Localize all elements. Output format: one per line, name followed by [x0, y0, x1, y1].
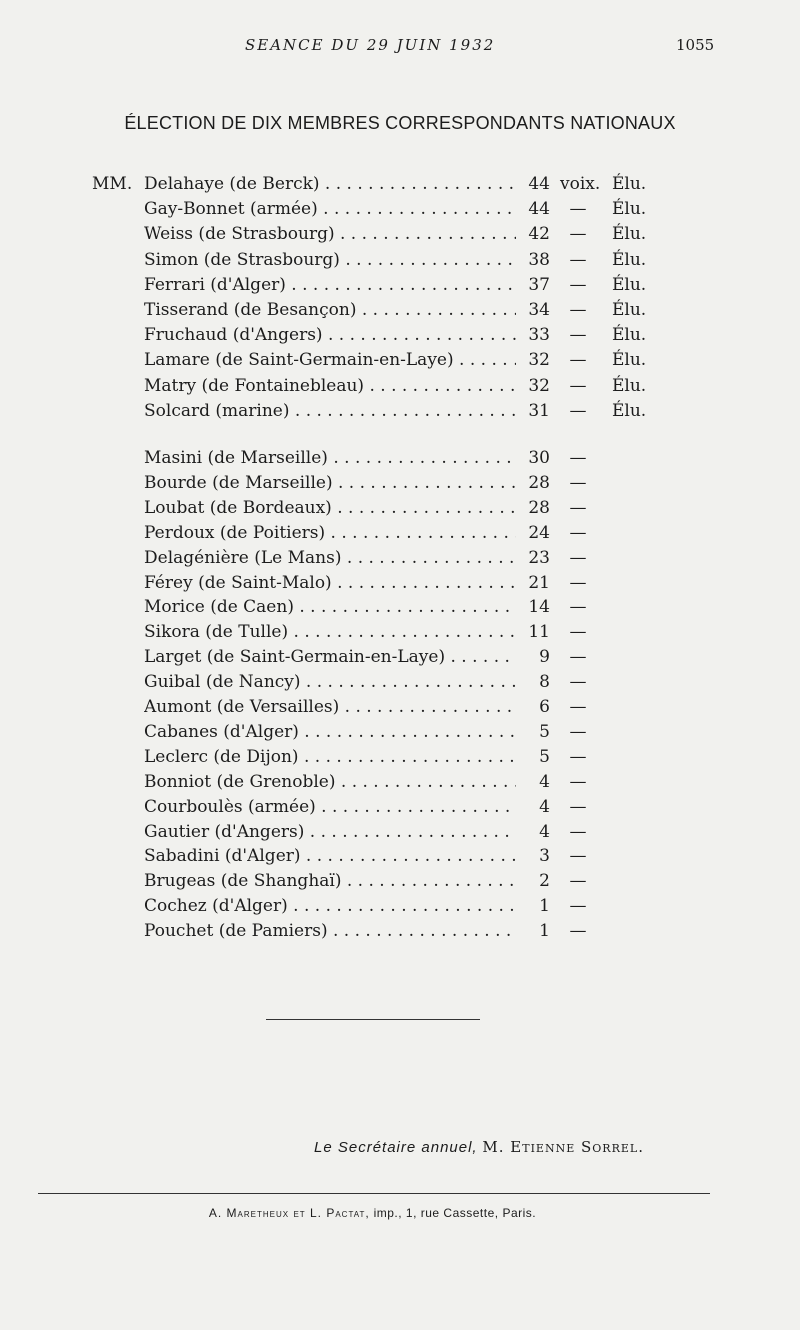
candidate-votes: 6: [539, 697, 550, 717]
candidate-mark: —: [569, 647, 587, 668]
candidate-votes: 11: [528, 622, 550, 643]
running-title: SEANCE DU 29 JUIN 1932: [245, 36, 496, 54]
candidate-mark: —: [569, 300, 587, 320]
candidate-name: Weiss (de Strasbourg) . . .: [144, 224, 516, 244]
candidate-mark: —: [569, 448, 587, 468]
candidate-votes: 4: [539, 771, 550, 792]
candidate-row: [0, 376, 800, 400]
candidate-votes: 30: [528, 448, 550, 468]
candidate-votes: 28: [528, 497, 550, 518]
candidate-row: [0, 275, 800, 299]
candidate-votes: 4: [539, 821, 550, 842]
candidate-mark: —: [569, 622, 587, 643]
candidate-row: [0, 647, 800, 671]
candidate-row: [0, 448, 800, 472]
candidate-row: [0, 300, 800, 324]
candidate-row: [0, 523, 800, 547]
candidate-votes: 44: [528, 174, 550, 194]
candidate-mark: —: [569, 274, 587, 295]
candidate-mark: —: [569, 672, 587, 693]
candidate-votes: 8: [539, 672, 550, 693]
candidate-row: [0, 747, 800, 771]
candidate-name: Perdoux (de Poitiers) . . .: [144, 523, 516, 543]
candidate-name: Tisserand (de Besançon) . . .: [144, 300, 516, 320]
candidate-mark: —: [569, 325, 587, 346]
candidate-row: [0, 573, 800, 597]
candidate-row: [0, 548, 800, 572]
candidate-row: [0, 473, 800, 497]
candidate-name: Cochez (d'Alger) . . .: [144, 896, 516, 916]
candidate-result: Élu.: [612, 174, 647, 194]
candidate-votes: 32: [528, 375, 550, 396]
page-number: 1055: [676, 36, 715, 54]
candidate-row: [0, 822, 800, 846]
candidate-row: [0, 722, 800, 746]
separator-rule: [266, 1019, 480, 1020]
candidate-row: [0, 846, 800, 870]
candidate-name: Larget (de Saint-Germain-en-Laye) . . .: [144, 647, 516, 667]
candidate-mark: —: [569, 921, 587, 942]
candidate-mark: voix.: [560, 174, 601, 194]
candidate-mark: —: [569, 746, 587, 767]
candidate-votes: 31: [528, 400, 550, 421]
candidate-result: Élu.: [612, 249, 647, 270]
candidate-mark: —: [569, 697, 587, 717]
candidate-name: Solcard (marine) . . .: [144, 401, 516, 421]
candidate-row: [0, 350, 800, 374]
candidate-result: Élu.: [612, 350, 647, 371]
candidate-name: Loubat (de Bordeaux) . . .: [144, 498, 516, 518]
candidate-votes: 21: [528, 572, 550, 593]
candidate-votes: 5: [539, 746, 550, 767]
candidate-votes: 34: [528, 300, 550, 320]
candidate-row: [0, 199, 800, 223]
candidate-name: Bourde (de Marseille) . . .: [144, 473, 516, 493]
candidate-votes: 5: [539, 721, 550, 742]
candidate-mark: —: [569, 249, 587, 270]
candidate-name: Sabadini (d'Alger) . . .: [144, 846, 516, 866]
candidate-votes: 33: [528, 325, 550, 346]
candidate-name: Delagénière (Le Mans) . . .: [144, 548, 516, 568]
candidate-row: [0, 401, 800, 425]
candidate-name: Sikora (de Tulle) . . .: [144, 622, 516, 642]
candidate-mark: —: [569, 871, 587, 892]
candidate-name: Ferrari (d'Alger) . . .: [144, 275, 516, 295]
candidate-mark: —: [569, 821, 587, 842]
candidate-result: Élu.: [612, 224, 647, 245]
candidate-mark: —: [569, 572, 587, 593]
candidate-name: Masini (de Marseille) . . .: [144, 448, 516, 468]
candidate-mark: —: [569, 522, 587, 543]
candidate-name: Aumont (de Versailles) . . .: [144, 697, 516, 717]
candidate-name: Lamare (de Saint-Germain-en-Laye) . . .: [144, 350, 516, 370]
candidate-votes: 24: [528, 522, 550, 543]
printer-imprint: [0, 1206, 745, 1220]
candidate-mark: —: [569, 896, 587, 917]
candidate-row: [0, 224, 800, 248]
candidate-row: [0, 250, 800, 274]
candidate-votes: 4: [539, 796, 550, 817]
candidate-votes: 32: [528, 350, 550, 371]
candidate-mark: —: [569, 224, 587, 245]
candidate-mark: —: [569, 199, 587, 220]
candidate-mark: —: [569, 400, 587, 421]
signature-role: Le Secrétaire annuel,: [314, 1139, 478, 1156]
candidate-result: Élu.: [612, 400, 647, 421]
candidate-name: Courboulès (armée) . . .: [144, 797, 516, 817]
candidate-name: Simon (de Strasbourg) . . .: [144, 250, 516, 270]
candidate-mark: —: [569, 771, 587, 792]
candidate-name: Férey (de Saint-Malo) . . .: [144, 573, 516, 593]
candidate-votes: 23: [528, 547, 550, 568]
footer-rule: [38, 1193, 710, 1194]
candidate-row: [0, 697, 800, 721]
candidate-votes: 44: [528, 199, 550, 220]
candidate-name: Leclerc (de Dijon) . . .: [144, 747, 516, 767]
candidate-row: [0, 772, 800, 796]
candidate-name: Fruchaud (d'Angers) . . .: [144, 325, 516, 345]
imprint-printers: A. Maretheux et L. Pactat,: [208, 1206, 370, 1220]
mm-prefix: MM.: [92, 174, 133, 194]
candidate-name: Guibal (de Nancy) . . .: [144, 672, 516, 692]
signature: [314, 1138, 644, 1156]
candidate-mark: —: [569, 375, 587, 396]
candidate-result: Élu.: [612, 325, 647, 346]
candidate-mark: —: [569, 721, 587, 742]
candidate-name: Delahaye (de Berck) . . .: [144, 174, 516, 194]
signature-name: M. Etienne Sorrel.: [482, 1138, 644, 1156]
candidate-name: Pouchet (de Pamiers) . . .: [144, 921, 516, 941]
candidate-votes: 38: [528, 249, 550, 270]
candidate-votes: 3: [539, 846, 550, 867]
candidate-name: Bonniot (de Grenoble) . . .: [144, 772, 516, 792]
candidate-mark: —: [569, 472, 587, 493]
candidate-mark: —: [569, 350, 587, 371]
candidate-result: Élu.: [612, 274, 647, 295]
candidate-row: [0, 174, 800, 198]
candidate-votes: 9: [539, 647, 550, 668]
candidate-mark: —: [569, 796, 587, 817]
candidate-name: Gay-Bonnet (armée) . . .: [144, 199, 516, 219]
candidate-result: Élu.: [612, 199, 647, 220]
candidate-row: [0, 896, 800, 920]
candidate-result: Élu.: [612, 375, 647, 396]
candidate-name: Brugeas (de Shanghaï) . . .: [144, 871, 516, 891]
candidate-row: [0, 797, 800, 821]
section-title: ÉLECTION DE DIX MEMBRES CORRESPONDANTS NATIONAUX: [124, 113, 676, 133]
candidate-row: [0, 921, 800, 945]
candidate-row: [0, 622, 800, 646]
candidate-row: [0, 871, 800, 895]
candidate-votes: 1: [539, 921, 550, 942]
candidate-name: Cabanes (d'Alger) . . .: [144, 722, 516, 742]
candidate-votes: 2: [539, 871, 550, 892]
imprint-address: imp., 1, rue Cassette, Paris.: [373, 1206, 537, 1220]
candidate-votes: 14: [528, 597, 550, 618]
candidate-votes: 37: [528, 274, 550, 295]
candidate-name: Gautier (d'Angers) . . .: [144, 822, 516, 842]
candidate-mark: —: [569, 497, 587, 518]
candidate-mark: —: [569, 597, 587, 618]
candidate-name: Matry (de Fontainebleau) . . .: [144, 376, 516, 396]
candidate-row: [0, 672, 800, 696]
candidate-row: [0, 498, 800, 522]
candidate-votes: 28: [528, 472, 550, 493]
candidate-row: [0, 597, 800, 621]
candidate-row: [0, 325, 800, 349]
candidate-votes: 42: [528, 224, 550, 245]
candidate-result: Élu.: [612, 300, 647, 320]
candidate-votes: 1: [539, 896, 550, 917]
running-head: [0, 36, 800, 60]
candidate-mark: —: [569, 846, 587, 867]
candidate-mark: —: [569, 547, 587, 568]
candidate-name: Morice (de Caen) . . .: [144, 597, 516, 617]
